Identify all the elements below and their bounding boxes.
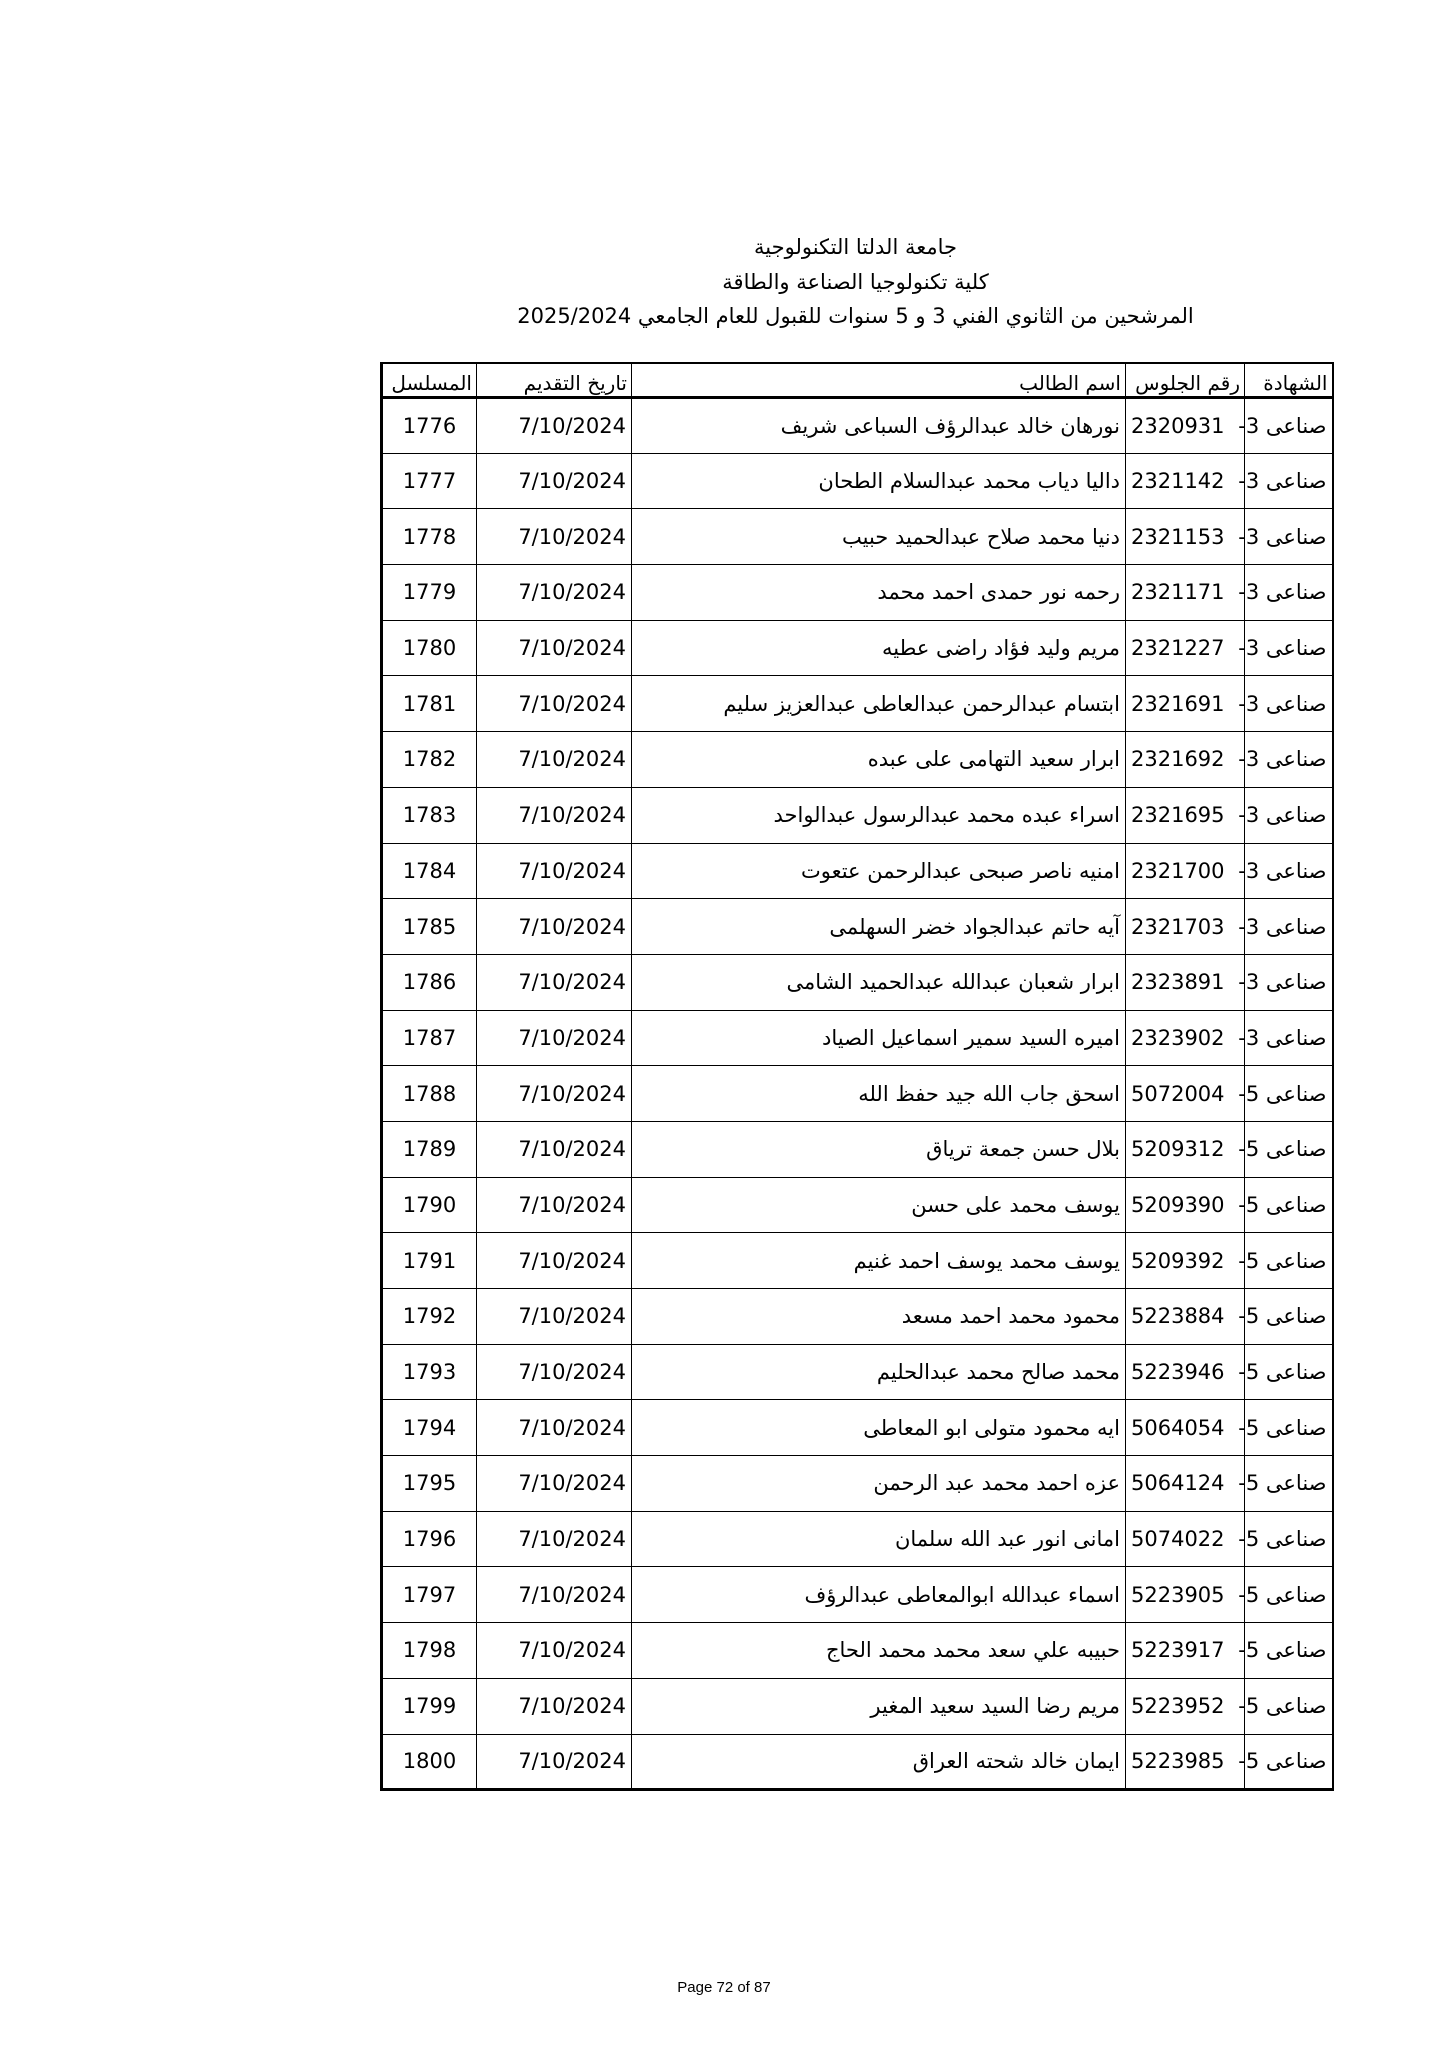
certificate-cell: صناعى 3- (1245, 732, 1333, 788)
serial-cell: 1798 (382, 1623, 477, 1679)
certificate-cell: صناعى 5- (1245, 1177, 1333, 1233)
application-date-cell: 7/10/2024 (477, 1177, 632, 1233)
table-row (382, 1623, 1333, 1679)
column-header-application-date: تاريخ التقديم (477, 363, 632, 398)
student-name-cell: مريم رضا السيد سعيد المغير (632, 1678, 1126, 1734)
list-subtitle: المرشحين من الثانوي الفني 3 و 5 سنوات للقبول للعام الجامعي 2025/2024 (517, 304, 1194, 328)
application-date-cell: 7/10/2024 (477, 676, 632, 732)
column-header-student-name: اسم الطالب (632, 363, 1126, 398)
serial-cell: 1784 (382, 843, 477, 899)
student-name-cell: ابرار شعبان عبدالله عبدالحميد الشامى (632, 954, 1126, 1010)
application-date-cell: 7/10/2024 (477, 1623, 632, 1679)
application-date-cell: 7/10/2024 (477, 843, 632, 899)
application-date-cell: 7/10/2024 (477, 1066, 632, 1122)
seat-number-cell: 2323891 (1126, 954, 1245, 1010)
seat-number-cell: 2321691 (1126, 676, 1245, 732)
student-name-cell: اسراء عبده محمد عبدالرسول عبدالواحد (632, 787, 1126, 843)
certificate-cell: صناعى 5- (1245, 1121, 1333, 1177)
table-row (382, 787, 1333, 843)
student-name-cell: رحمه نور حمدى احمد محمد (632, 565, 1126, 621)
application-date-cell: 7/10/2024 (477, 787, 632, 843)
table-row (382, 899, 1333, 955)
serial-cell: 1789 (382, 1121, 477, 1177)
table-row (382, 843, 1333, 899)
seat-number-cell: 5209392 (1126, 1233, 1245, 1289)
certificate-cell: صناعى 5- (1245, 1734, 1333, 1790)
student-name-cell: ابرار سعيد التهامى على عبده (632, 732, 1126, 788)
table-row (382, 732, 1333, 788)
student-name-cell: مريم وليد فؤاد راضى عطيه (632, 620, 1126, 676)
serial-cell: 1787 (382, 1010, 477, 1066)
application-date-cell: 7/10/2024 (477, 1456, 632, 1512)
certificate-cell: صناعى 5- (1245, 1289, 1333, 1345)
table-row (382, 565, 1333, 621)
seat-number-cell: 2321692 (1126, 732, 1245, 788)
seat-number-cell: 5223952 (1126, 1678, 1245, 1734)
certificate-cell: صناعى 5- (1245, 1567, 1333, 1623)
seat-number-cell: 2321227 (1126, 620, 1245, 676)
table-row (382, 1567, 1333, 1623)
certificate-cell: صناعى 5- (1245, 1233, 1333, 1289)
certificate-cell: صناعى 3- (1245, 398, 1333, 454)
application-date-cell: 7/10/2024 (477, 1344, 632, 1400)
application-date-cell: 7/10/2024 (477, 899, 632, 955)
seat-number-cell: 5223946 (1126, 1344, 1245, 1400)
serial-cell: 1778 (382, 509, 477, 565)
serial-cell: 1791 (382, 1233, 477, 1289)
serial-cell: 1776 (382, 398, 477, 454)
application-date-cell: 7/10/2024 (477, 954, 632, 1010)
table-row (382, 1177, 1333, 1233)
seat-number-cell: 5223985 (1126, 1734, 1245, 1790)
student-name-cell: ايه محمود متولى ابو المعاطى (632, 1400, 1126, 1456)
certificate-cell: صناعى 5- (1245, 1511, 1333, 1567)
serial-cell: 1797 (382, 1567, 477, 1623)
certificate-cell: صناعى 5- (1245, 1678, 1333, 1734)
table-row (382, 453, 1333, 509)
column-header-certificate: الشهادة (1245, 363, 1333, 398)
application-date-cell: 7/10/2024 (477, 1121, 632, 1177)
serial-cell: 1794 (382, 1400, 477, 1456)
serial-cell: 1786 (382, 954, 477, 1010)
serial-cell: 1777 (382, 453, 477, 509)
table-row (382, 1344, 1333, 1400)
certificate-cell: صناعى 5- (1245, 1344, 1333, 1400)
application-date-cell: 7/10/2024 (477, 453, 632, 509)
serial-cell: 1790 (382, 1177, 477, 1233)
certificate-cell: صناعى 3- (1245, 509, 1333, 565)
serial-cell: 1800 (382, 1734, 477, 1790)
certificate-cell: صناعى 3- (1245, 453, 1333, 509)
certificate-cell: صناعى 5- (1245, 1456, 1333, 1512)
certificate-cell: صناعى 3- (1245, 620, 1333, 676)
student-name-cell: اسحق جاب الله جيد حفظ الله (632, 1066, 1126, 1122)
student-name-cell: اسماء عبدالله ابوالمعاطى عبدالرؤف (632, 1567, 1126, 1623)
table-row (382, 1456, 1333, 1512)
certificate-cell: صناعى 5- (1245, 1623, 1333, 1679)
seat-number-cell: 2321700 (1126, 843, 1245, 899)
seat-number-cell: 2321142 (1126, 453, 1245, 509)
table-row (382, 1066, 1333, 1122)
student-name-cell: يوسف محمد يوسف احمد غنيم (632, 1233, 1126, 1289)
table-row (382, 1678, 1333, 1734)
application-date-cell: 7/10/2024 (477, 1734, 632, 1790)
application-date-cell: 7/10/2024 (477, 1289, 632, 1345)
seat-number-cell: 5064054 (1126, 1400, 1245, 1456)
column-header-serial: المسلسل (382, 363, 477, 398)
faculty-title: كلية تكنولوجيا الصناعة والطاقة (722, 270, 989, 294)
seat-number-cell: 2321703 (1126, 899, 1245, 955)
seat-number-cell: 5223884 (1126, 1289, 1245, 1345)
seat-number-cell: 2321171 (1126, 565, 1245, 621)
table-row (382, 676, 1333, 732)
serial-cell: 1785 (382, 899, 477, 955)
certificate-cell: صناعى 5- (1245, 1400, 1333, 1456)
certificate-cell: صناعى 3- (1245, 787, 1333, 843)
candidates-table (380, 362, 1334, 1791)
table-row (382, 1233, 1333, 1289)
serial-cell: 1792 (382, 1289, 477, 1345)
serial-cell: 1796 (382, 1511, 477, 1567)
student-name-cell: امنيه ناصر صبحى عبدالرحمن عتعوت (632, 843, 1126, 899)
table-row (382, 1121, 1333, 1177)
page-number: Page 72 of 87 (677, 1979, 771, 1996)
seat-number-cell: 2321153 (1126, 509, 1245, 565)
seat-number-cell: 5223917 (1126, 1623, 1245, 1679)
application-date-cell: 7/10/2024 (477, 1010, 632, 1066)
certificate-cell: صناعى 3- (1245, 565, 1333, 621)
column-header-seat-number: رقم الجلوس (1126, 363, 1245, 398)
application-date-cell: 7/10/2024 (477, 1678, 632, 1734)
student-name-cell: داليا دياب محمد عبدالسلام الطحان (632, 453, 1126, 509)
application-date-cell: 7/10/2024 (477, 732, 632, 788)
table-row (382, 954, 1333, 1010)
table-row (382, 1511, 1333, 1567)
certificate-cell: صناعى 3- (1245, 843, 1333, 899)
table-row (382, 1734, 1333, 1790)
student-name-cell: بلال حسن جمعة ترياق (632, 1121, 1126, 1177)
serial-cell: 1788 (382, 1066, 477, 1122)
student-name-cell: دنيا محمد صلاح عبدالحميد حبيب (632, 509, 1126, 565)
application-date-cell: 7/10/2024 (477, 1567, 632, 1623)
serial-cell: 1799 (382, 1678, 477, 1734)
table-row (382, 1400, 1333, 1456)
serial-cell: 1795 (382, 1456, 477, 1512)
table-header-row (382, 363, 1333, 398)
serial-cell: 1781 (382, 676, 477, 732)
application-date-cell: 7/10/2024 (477, 620, 632, 676)
application-date-cell: 7/10/2024 (477, 1400, 632, 1456)
student-name-cell: نورهان خالد عبدالرؤف السباعى شريف (632, 398, 1126, 454)
student-name-cell: محمود محمد احمد مسعد (632, 1289, 1126, 1345)
student-name-cell: محمد صالح محمد عبدالحليم (632, 1344, 1126, 1400)
certificate-cell: صناعى 3- (1245, 1010, 1333, 1066)
table-row (382, 509, 1333, 565)
seat-number-cell: 5072004 (1126, 1066, 1245, 1122)
student-name-cell: ايمان خالد شحته العراق (632, 1734, 1126, 1790)
certificate-cell: صناعى 5- (1245, 1066, 1333, 1122)
student-name-cell: آيه حاتم عبدالجواد خضر السهلمى (632, 899, 1126, 955)
serial-cell: 1780 (382, 620, 477, 676)
table-row (382, 1289, 1333, 1345)
seat-number-cell: 5209312 (1126, 1121, 1245, 1177)
serial-cell: 1783 (382, 787, 477, 843)
student-name-cell: اميره السيد سمير اسماعيل الصياد (632, 1010, 1126, 1066)
application-date-cell: 7/10/2024 (477, 1511, 632, 1567)
seat-number-cell: 5064124 (1126, 1456, 1245, 1512)
certificate-cell: صناعى 3- (1245, 676, 1333, 732)
seat-number-cell: 5223905 (1126, 1567, 1245, 1623)
student-name-cell: امانى انور عبد الله سلمان (632, 1511, 1126, 1567)
seat-number-cell: 5074022 (1126, 1511, 1245, 1567)
serial-cell: 1793 (382, 1344, 477, 1400)
certificate-cell: صناعى 3- (1245, 899, 1333, 955)
student-name-cell: عزه احمد محمد عبد الرحمن (632, 1456, 1126, 1512)
seat-number-cell: 5209390 (1126, 1177, 1245, 1233)
student-name-cell: ابتسام عبدالرحمن عبدالعاطى عبدالعزيز سليم (632, 676, 1126, 732)
university-title: جامعة الدلتا التكنولوجية (754, 235, 957, 259)
application-date-cell: 7/10/2024 (477, 509, 632, 565)
certificate-cell: صناعى 3- (1245, 954, 1333, 1010)
application-date-cell: 7/10/2024 (477, 398, 632, 454)
table-row (382, 1010, 1333, 1066)
table-row (382, 620, 1333, 676)
student-name-cell: يوسف محمد على حسن (632, 1177, 1126, 1233)
seat-number-cell: 2323902 (1126, 1010, 1245, 1066)
application-date-cell: 7/10/2024 (477, 565, 632, 621)
serial-cell: 1779 (382, 565, 477, 621)
serial-cell: 1782 (382, 732, 477, 788)
seat-number-cell: 2321695 (1126, 787, 1245, 843)
application-date-cell: 7/10/2024 (477, 1233, 632, 1289)
table-row (382, 398, 1333, 454)
seat-number-cell: 2320931 (1126, 398, 1245, 454)
student-name-cell: حبيبه علي سعد محمد محمد الحاج (632, 1623, 1126, 1679)
